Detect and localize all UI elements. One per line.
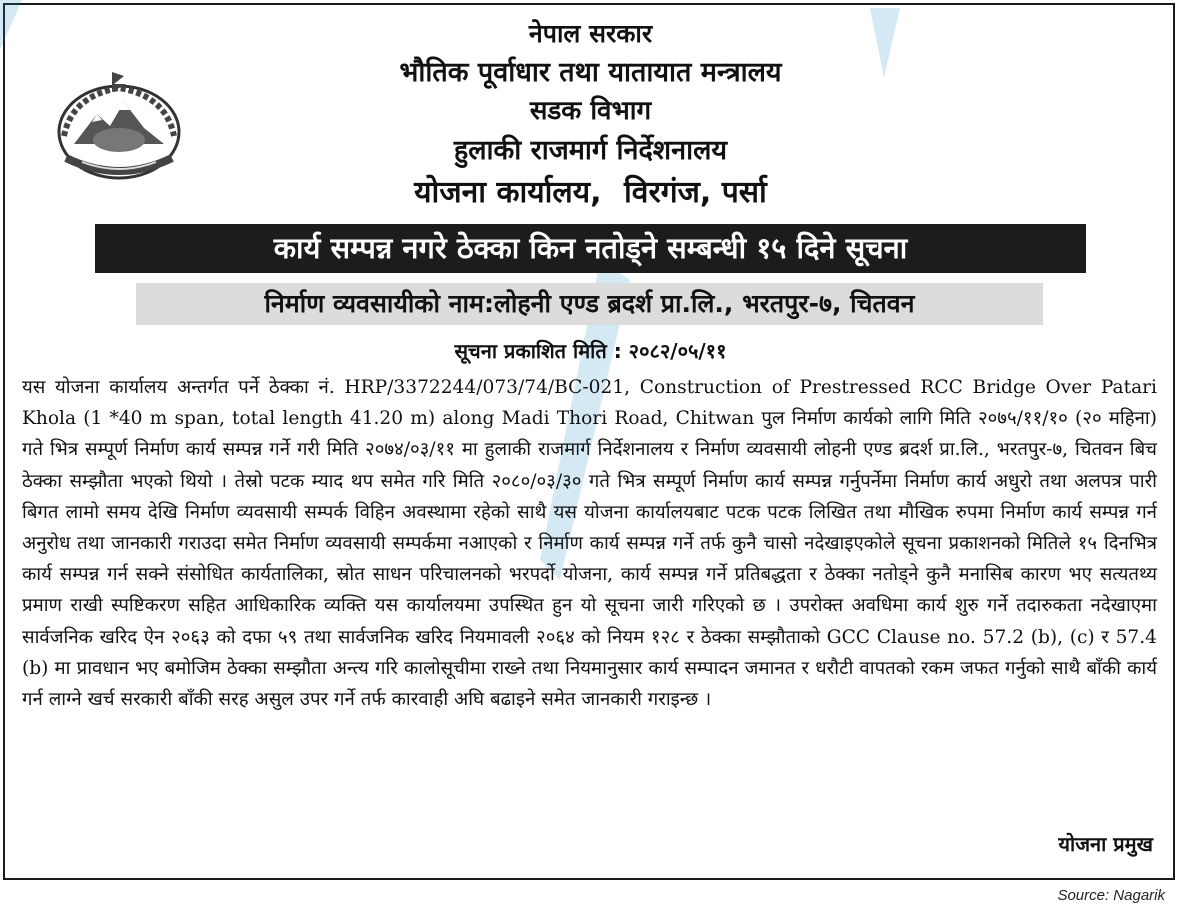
notice-title: कार्य सम्पन्न नगरे ठेक्का किन नतोड्ने सम्बन्धी १५ दिने सूचना <box>95 224 1086 273</box>
publication-date: सूचना प्रकाशित मिति : २०८२/०५/११ <box>454 339 727 363</box>
header-office <box>0 170 1181 211</box>
header-office-name: योजना कार्यालय, <box>414 175 602 210</box>
contractor-name: निर्माण व्यवसायीको नाम:लोहनी एण्ड ब्रदर्श प्रा.लि., भरतपुर-७, चितवन <box>136 283 1043 325</box>
header-department: सडक विभाग <box>529 96 652 126</box>
header-office-location: विरगंज, पर्सा <box>624 175 767 210</box>
notice-body: यस योजना कार्यालय अन्तर्गत पर्ने ठेक्का नं. HRP/3372244/073/74/BC-021, Construction of Prestressed RCC Bridge Over Patari Khola (1 *40 m span, total length 41.20 m) along Madi Thori Road, Chitwan पुल निर्माण कार्यको लागि मिति २०७५/११/१० (२० महिना) गते भित्र सम्पूर्ण निर्माण कार्य सम्पन्न गर्ने गरी मिति २०७४/०३/११ मा हुलाकी राजमार्ग निर्देशनालय र निर्माण व्यवसायी लोहनी एण्ड ब्रदर्श प्रा.लि., भरतपुर-७, चितवन बिच ठेक्का सम्झौता भएको थियो । तेस्रो पटक म्याद थप समेत गरि मिति २०८०/०३/३० गते भित्र सम्पूर्ण निर्माण कार्य सम्पन्न गर्नुपर्नेमा निर्माण कार्य अधुरो तथा अलपत्र पारी बिगत लामो समय देखि निर्माण व्यवसायी सम्पर्क विहिन अवस्थामा रहेको साथै यस योजना कार्यालयबाट पटक पटक लिखित तथा मौखिक रुपमा निर्माण कार्य सम्पन्न गर्न अनुरोध तथा जानकारी गराउदा समेत निर्माण व्यवसायी सम्पर्कमा नआएको र निर्माण कार्य सम्पन्न गर्ने तर्फ कुनै चासो नदेखाइएकोले सूचना प्रकाशनको मितिले १५ दिनभित्र कार्य सम्पन्न गर्न सक्ने संसोधित कार्यतालिका, स्रोत साधन परिचालनको भरपर्दो योजना, कार्य सम्पन्न गर्ने प्रतिबद्धता र ठेक्का नतोड्ने कुनै मनासिब कारण भए सत्यतथ्य प्रमाण राखी स्पष्टिकरण सहित आधिकारिक व्यक्ति यस कार्यालयमा उपस्थित हुन यो सूचना जारी गरिएको छ । उपरोक्त अवधिमा कार्य शुरु गर्ने तदारुकता नदेखाएमा सार्वजनिक खरिद ऐन २०६३ को दफा ५९ तथा सार्वजनिक खरिद नियमावली २०६४ को नियम १२८ र ठेक्का सम्झौताको GCC Clause no. 57.2 (b), (c) र 57.4 (b) मा प्रावधान भए बमोजिम ठेक्का सम्झौता अन्त्य गरि कालोसूचीमा राख्ने तथा नियमानुसार कार्य सम्पादन जमानत र धरौटी वापतको रकम जफत गर्नुको साथै बाँकी कार्य गर्न लाग्ने खर्च सरकारी बाँकी सरह असुल उपर गर्ने तर्फ कारवाही अघि बढाइने समेत जानकारी गराइन्छ । <box>22 377 1157 711</box>
header-government: नेपाल सरकार <box>528 19 653 48</box>
signature-title: योजना प्रमुख <box>1058 832 1153 856</box>
header-directorate: हुलाकी राजमार्ग निर्देशनालय <box>453 135 728 166</box>
header-ministry: भौतिक पूर्वाधार तथा यातायात मन्त्रालय <box>399 57 782 88</box>
source-credit: Source: Nagarik <box>1057 887 1165 904</box>
